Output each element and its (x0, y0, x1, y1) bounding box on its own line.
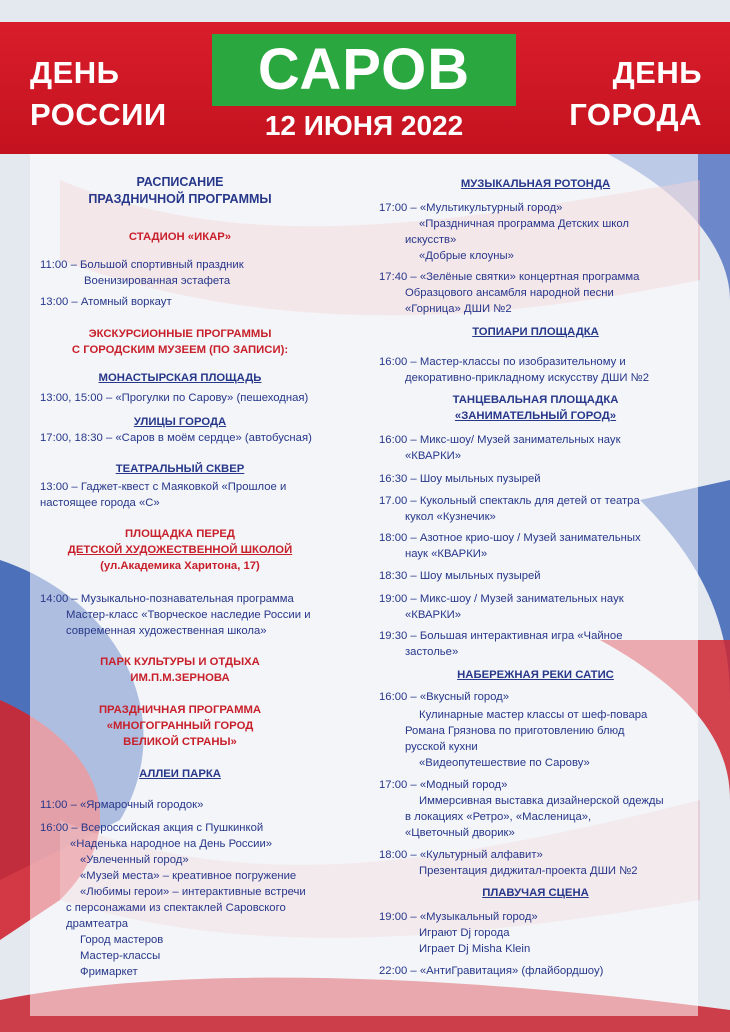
list-item: 17:00 – «Мультикультурный город» (379, 202, 563, 214)
list-item: 22:00 – «АнтиГравитация» (флайбордшоу) (379, 965, 604, 977)
list-item: 17:40 – «Зелёные святки» концертная программа (379, 271, 640, 283)
list-item: 11:00 – Большой спортивный праздник (40, 259, 244, 271)
city-title: САРОВ (212, 34, 516, 106)
section-art-school-line2: ДЕТСКОЙ ХУДОЖЕСТВЕННОЙ ШКОЛОЙ (67, 544, 293, 556)
header-left-line1: ДЕНЬ (30, 55, 120, 90)
list-item: наук «КВАРКИ» (405, 548, 488, 560)
list-item: декоративно-прикладному искусству ДШИ №2 (405, 372, 649, 384)
list-item: драмтеатра (66, 918, 129, 930)
section-program-line3: ВЕЛИКОЙ СТРАНЫ» (123, 736, 237, 748)
section-park-line2: ИМ.П.М.ЗЕРНОВА (130, 672, 230, 684)
list-item: 18:00 – Азотное крио-шоу / Музей занимательных (379, 532, 641, 544)
header-left-line2: РОССИИ (30, 97, 167, 132)
list-item: Презентация диджитал-проекта ДШИ №2 (419, 865, 638, 877)
section-city-streets: УЛИЦЫ ГОРОДА (133, 416, 227, 428)
section-park-line1: ПАРК КУЛЬТУРЫ И ОТДЫХА (100, 656, 260, 668)
list-item: настоящее города «С» (40, 497, 160, 509)
list-item: 16:00 – Всероссийская акция с Пушкинкой (40, 822, 264, 834)
list-item: «Добрые клоуны» (419, 250, 514, 262)
header-right-line1: ДЕНЬ (612, 55, 702, 90)
list-item: 19:00 – «Музыкальный город» (379, 911, 538, 923)
schedule-panel (30, 154, 698, 1016)
schedule-title-line2: ПРАЗДНИЧНОЙ ПРОГРАММЫ (88, 192, 272, 206)
list-item: современная художественная школа» (66, 625, 267, 637)
list-item: «Видеопутешествие по Сарову» (419, 757, 590, 769)
list-item: русской кухни (405, 741, 478, 753)
header-right (569, 52, 702, 136)
list-item: 13:00 – Атомный воркаут (40, 296, 172, 308)
list-item: 17:00, 18:30 – «Саров в моём сердце» (автобусная) (40, 432, 312, 444)
list-item: «Праздничная программа Детских школ (419, 218, 629, 230)
list-item: «КВАРКИ» (405, 609, 462, 621)
section-excursions-line2: С ГОРОДСКИМ МУЗЕЕМ (ПО ЗАПИСИ): (71, 344, 289, 356)
list-item: Фримаркет (80, 966, 138, 978)
header-left (30, 52, 167, 136)
list-item: кукол «Кузнечик» (405, 511, 496, 523)
list-item: 18:30 – Шоу мыльных пузырей (379, 570, 541, 582)
section-park-alleys: АЛЛЕИ ПАРКА (139, 768, 221, 780)
list-item: Романа Грязнова по приготовлению блюд (405, 725, 625, 737)
list-item: Мастер-класс «Творческое наследие России и (66, 609, 311, 621)
list-item: «Горница» ДШИ №2 (405, 303, 512, 315)
section-art-school-address: (ул.Академика Харитона, 17) (100, 560, 260, 572)
list-item: 16:00 – Мастер-классы по изобразительному и (379, 356, 626, 368)
list-item: 11:00 – «Ярмарочный городок» (40, 799, 204, 811)
list-item: 19:00 – Микс-шоу / Музей занимательных наук (379, 593, 624, 605)
section-theatre-square: ТЕАТРАЛЬНЫЙ СКВЕР (115, 463, 245, 475)
list-item: «Любимы герои» – интерактивные встречи (80, 886, 306, 898)
list-item: искусств» (405, 234, 457, 246)
list-item: «КВАРКИ» (405, 450, 462, 462)
list-item: Мастер-классы (80, 950, 161, 962)
list-item: Кулинарные мастер классы от шеф-повара (419, 709, 648, 721)
section-monastery-square: МОНАСТЫРСКАЯ ПЛОЩАДЬ (98, 372, 262, 384)
section-embankment: НАБЕРЕЖНАЯ РЕКИ САТИС (457, 669, 614, 681)
list-item: «Увлеченный город» (80, 854, 189, 866)
section-music-rotunda: МУЗЫКАЛЬНАЯ РОТОНДА (460, 178, 611, 190)
section-floating-stage: ПЛАВУЧАЯ СЦЕНА (482, 887, 589, 899)
list-item: Иммерсивная выставка дизайнерской одежды (419, 795, 664, 807)
list-item: Играют Dj города (419, 927, 510, 939)
section-dance-line2: «ЗАНИМАТЕЛЬНЫЙ ГОРОД» (454, 410, 617, 422)
event-date: 12 ИЮНЯ 2022 (264, 110, 464, 141)
list-item: «Наденька народное на День России» (70, 838, 273, 850)
list-item: застолье» (405, 646, 459, 658)
section-program-line1: ПРАЗДНИЧНАЯ ПРОГРАММА (98, 704, 262, 716)
list-item: 17:00 – «Модный город» (379, 779, 508, 791)
list-item: «Цветочный дворик» (405, 827, 515, 839)
list-item: Играет Dj Misha Klein (419, 943, 531, 955)
schedule-title-line1: РАСПИСАНИЕ (136, 175, 224, 189)
list-item: 16:00 – Микс-шоу/ Музей занимательных наук (379, 434, 621, 446)
section-program-line2: «МНОГОГРАННЫЙ ГОРОД (106, 720, 254, 732)
section-topiary: ТОПИАРИ ПЛОЩАДКА (472, 326, 599, 338)
section-art-school-line1: ПЛОЩАДКА ПЕРЕД (125, 528, 235, 540)
header-right-line2: ГОРОДА (569, 97, 702, 132)
list-item: 16:30 – Шоу мыльных пузырей (379, 473, 541, 485)
list-item: Город мастеров (80, 934, 164, 946)
list-item: 17.00 – Кукольный спектакль для детей от театра (379, 495, 640, 507)
list-item: в локациях «Ретро», «Масленица», (405, 811, 592, 823)
list-item: 13:00, 15:00 – «Прогулки по Сарову» (пешеходная) (40, 392, 309, 404)
list-item: 13:00 – Гаджет-квест с Маяковкой «Прошлое и (40, 481, 287, 493)
header-banner (0, 22, 730, 154)
list-item: с персонажами из спектаклей Саровского (66, 902, 286, 914)
section-dance-line1: ТАНЦЕВАЛЬНАЯ ПЛОЩАДКА (452, 394, 619, 406)
list-item: Образцового ансамбля народной песни (405, 287, 614, 299)
list-item: 19:30 – Большая интерактивная игра «Чайное (379, 630, 623, 642)
list-item: «Музей места» – креативное погружение (80, 870, 297, 882)
list-item: 18:00 – «Культурный алфавит» (379, 849, 543, 861)
list-item: Военизированная эстафета (84, 275, 231, 287)
section-stadium: СТАДИОН «ИКАР» (128, 231, 232, 243)
list-item: 16:00 – «Вкусный город» (379, 691, 510, 703)
section-excursions-line1: ЭКСКУРСИОННЫЕ ПРОГРАММЫ (88, 328, 272, 340)
list-item: 14:00 – Музыкально-познавательная программа (40, 593, 294, 605)
